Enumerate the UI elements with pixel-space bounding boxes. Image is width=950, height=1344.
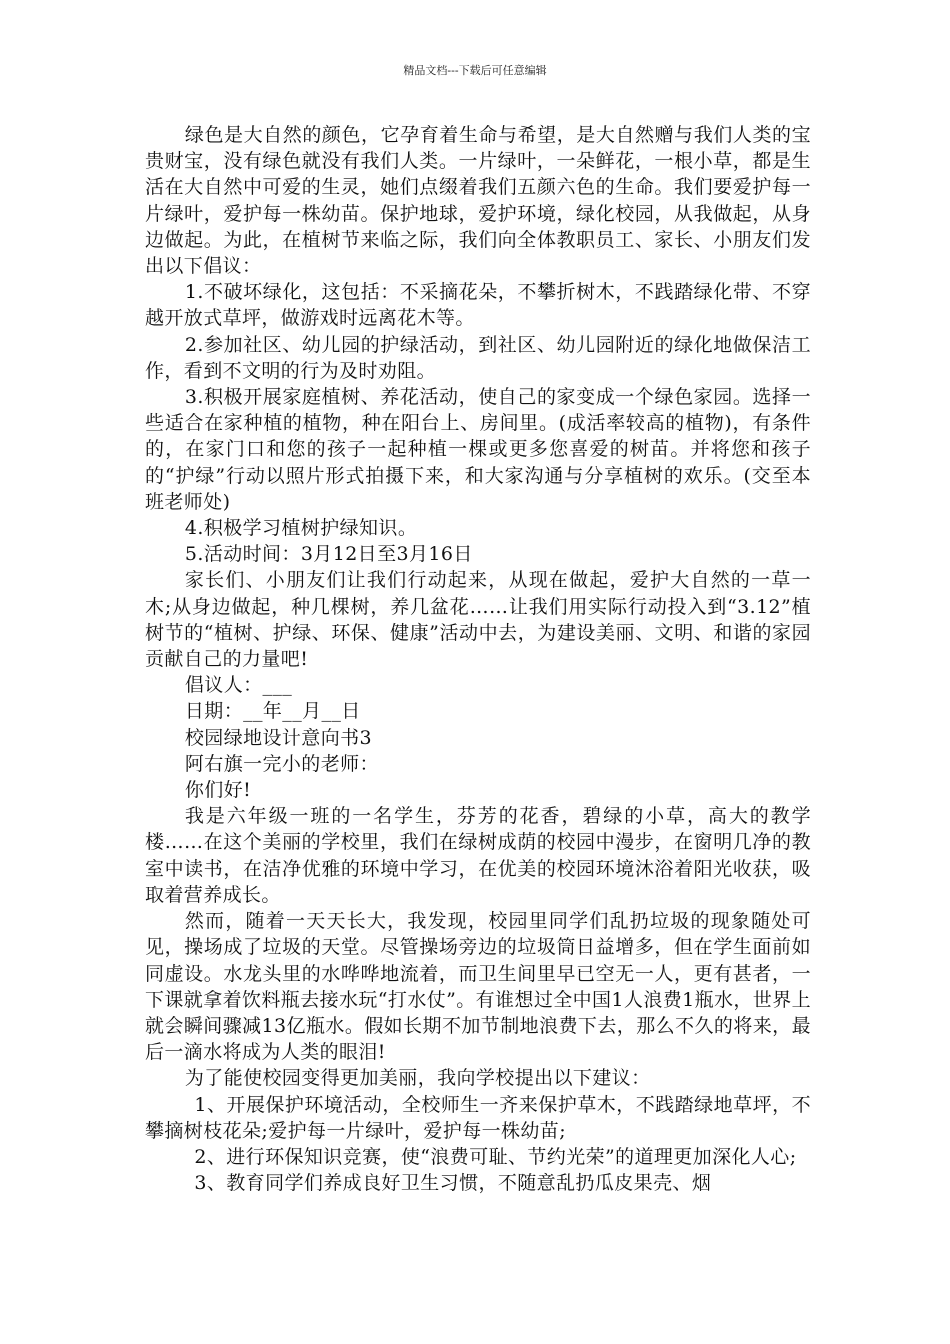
page-header: 精品文档---下载后可任意编辑 xyxy=(403,64,547,77)
suggestion-item-3: 3、教育同学们养成良好卫生习惯，不随意乱扔瓜皮果壳、烟 xyxy=(194,1172,712,1195)
letter-salutation: 阿右旗一完小的老师： xyxy=(184,752,379,775)
date-line: 日期：__年__月__日 xyxy=(184,700,361,723)
suggestion-item-1: 1、开展保护环境活动，全校师生一齐来保护草木，不践踏绿地草坪，不攀摘树枝花朵;爱护每一片绿叶，爱护每一株幼苗; xyxy=(145,1093,811,1142)
paragraph-item-5: 5.活动时间：3月12日至3月16日 xyxy=(184,543,473,566)
paragraph-letter-problem: 然而，随着一天天长大，我发现，校园里同学们乱扔垃圾的现象随处可见，操场成了垃圾的天堂。尽管操场旁边的垃圾筒日益增多，但在学生面前如同虚设。水龙头里的水哗哗地流着，而卫生间里早已空无一人，更有甚者，一下课就拿着饮料瓶去接水玩“打水仗”。有谁想过全中国1人浪费1瓶水，世界上就会瞬间骤减13亿瓶水。假如长期不加节制地浪费下去，那么不久的将来，最后一滴水将成为人类的眼泪! xyxy=(145,910,812,1064)
suggestion-item-2: 2、进行环保知识竞赛，使“浪费可耻、节约光荣”的道理更加深化人心; xyxy=(194,1145,797,1168)
signature-line: 倡议人：___ xyxy=(184,674,293,697)
paragraph-intro: 绿色是大自然的颜色，它孕育着生命与希望，是大自然赠与我们人类的宝贵财宝，没有绿色就没有我们人类。一片绿叶，一朵鲜花，一根小草，都是生活在大自然中可爱的生灵，她们点缀着我们五颜六色的生命。我们要爱护每一片绿叶，爱护每一株幼苗。保护地球，爱护环境，绿化校园，从我做起，从身边做起。为此，在植树节来临之际，我们向全体教职员工、家长、小朋友们发出以下倡议： xyxy=(145,124,811,278)
paragraph-item-4: 4.积极学习植树护绿知识。 xyxy=(184,517,418,540)
paragraph-call-to-action: 家长们、小朋友们让我们行动起来，从现在做起，爱护大自然的一草一木;从身边做起，种几棵树，养几盆花……让我们用实际行动投入到“3.12”植树节的“植树、护绿、环保、健康”活动中去，为建设美丽、文明、和谐的家园贡献自己的力量吧! xyxy=(145,569,811,671)
section-title: 校园绿地设计意向书3 xyxy=(184,726,372,749)
paragraph-item-2: 2.参加社区、幼儿园的护绿活动，到社区、幼儿园附近的绿化地做保洁工作，看到不文明的行为及时劝阻。 xyxy=(145,333,811,382)
letter-greeting: 你们好! xyxy=(184,779,252,802)
paragraph-letter-intro: 我是六年级一班的一名学生，芬芳的花香，碧绿的小草，高大的教学楼……在这个美丽的学校里，我们在绿树成荫的校园中漫步，在窗明几净的教室中读书，在洁净优雅的环境中学习，在优美的校园环境沐浴着阳光收获，吸取着营养成长。 xyxy=(145,805,811,906)
document-body xyxy=(145,122,811,1196)
paragraph-letter-proposal: 为了能使校园变得更加美丽，我向学校提出以下建议： xyxy=(184,1067,651,1090)
paragraph-item-1: 1.不破坏绿化，这包括：不采摘花朵，不攀折树木，不践踏绿化带、不穿越开放式草坪，做游戏时远离花木等。 xyxy=(145,281,811,330)
paragraph-item-3: 3.积极开展家庭植树、养花活动，使自己的家变成一个绿色家园。选择一些适合在家种植的植物，种在阳台上、房间里。(成活率较高的植物)，有条件的，在家门口和您的孩子一起种植一棵或更多您喜爱的树苗。并将您和孩子的“护绿”行动以照片形式拍摄下来，和大家沟通与分享植树的欢乐。(交至本班老师处) xyxy=(145,386,811,513)
